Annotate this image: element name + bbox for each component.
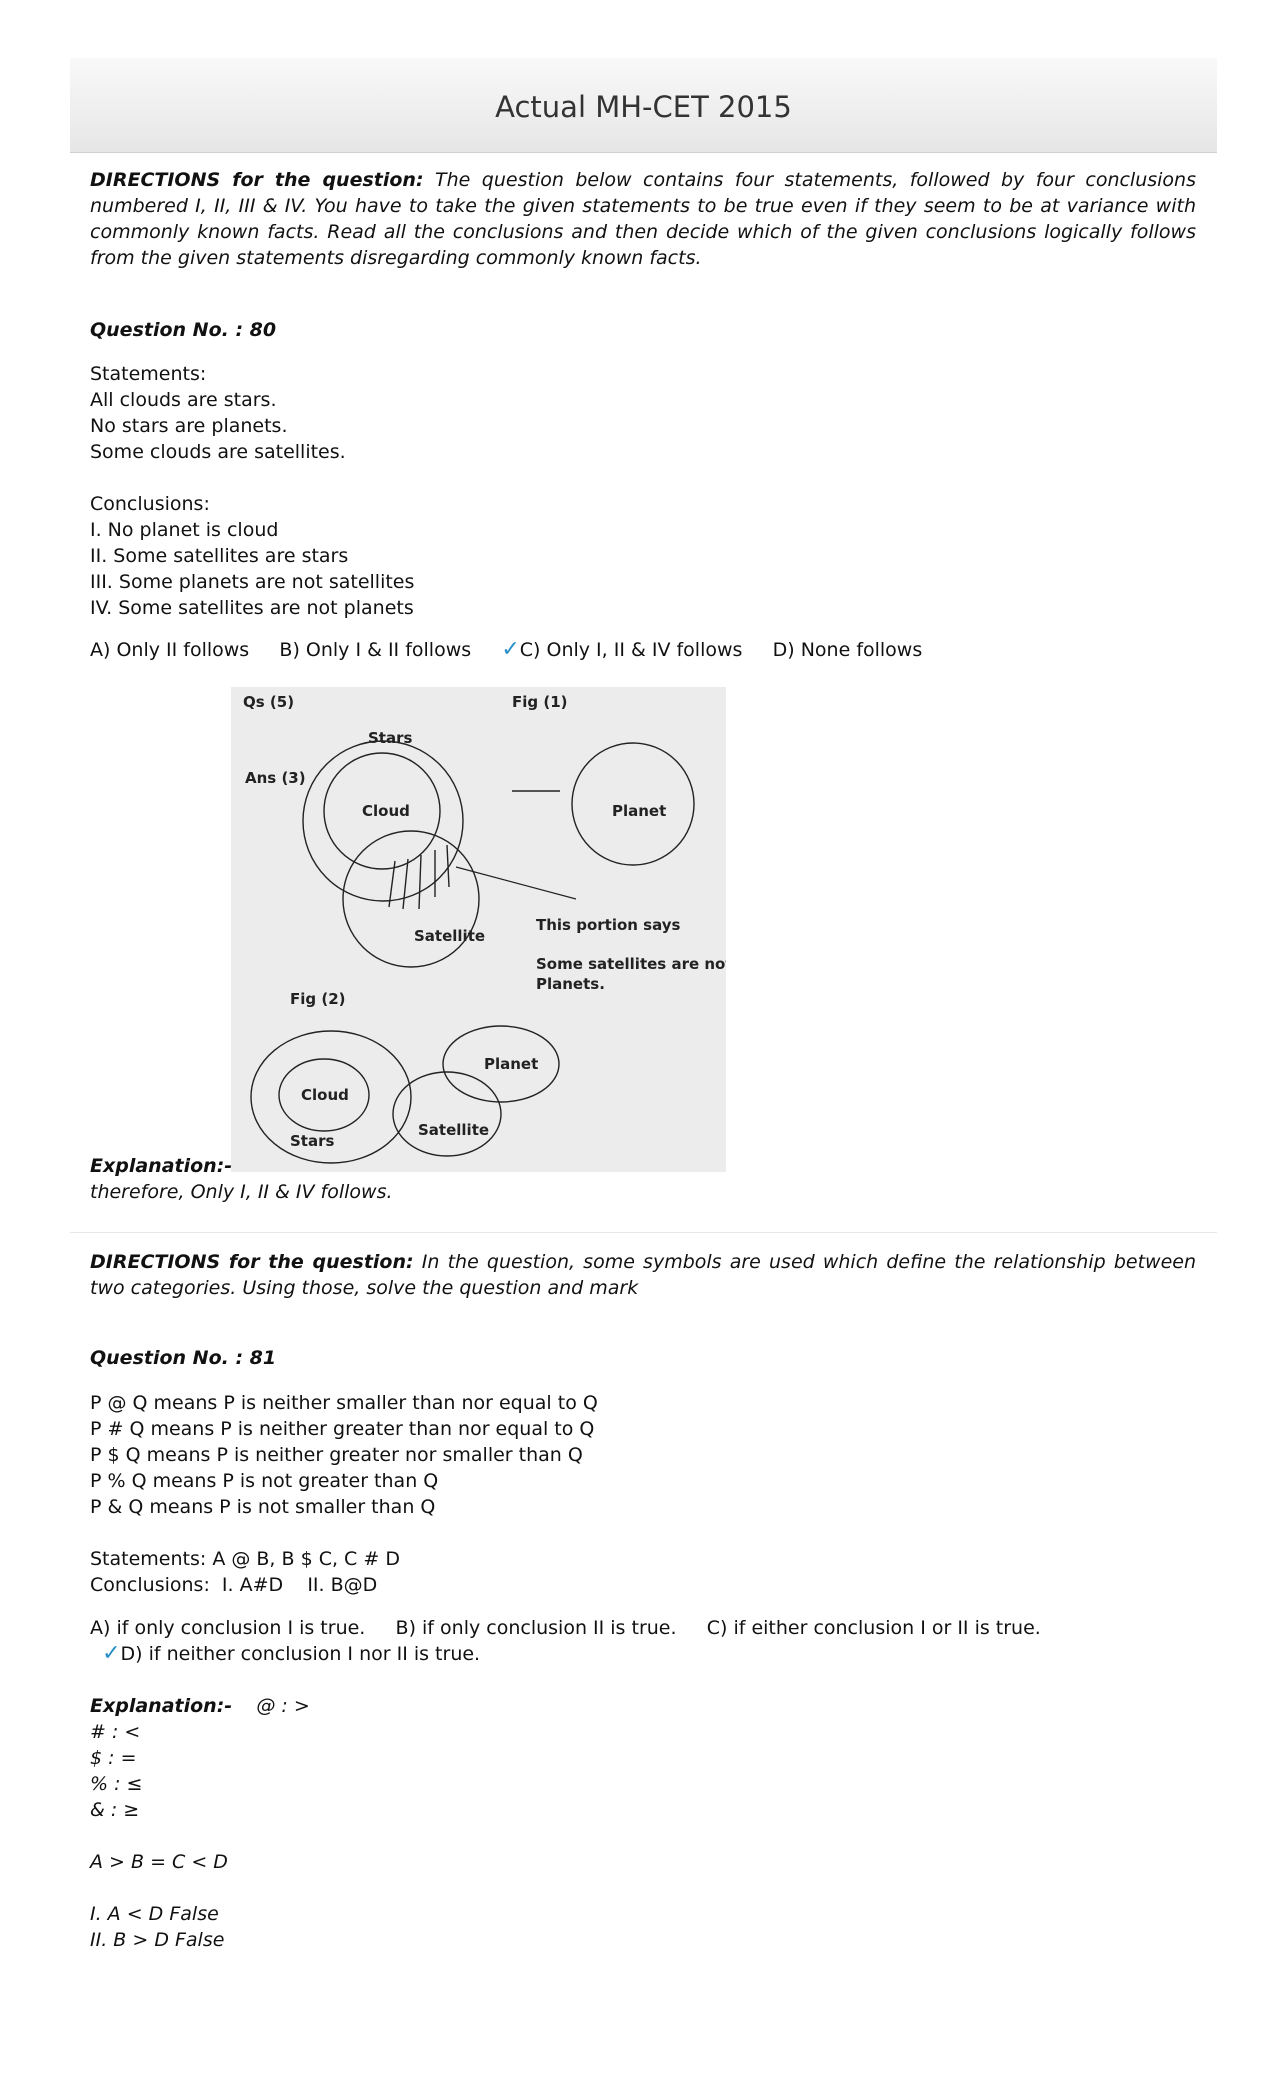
q81-definition: P % Q means P is not greater than Q: [90, 1470, 439, 1492]
q80-statements-heading: Statements:: [90, 363, 207, 385]
q80-option-a[interactable]: A) Only II follows: [90, 639, 250, 661]
f2-stars-label: Stars: [290, 1132, 335, 1150]
q80-conclusions: [90, 491, 1196, 621]
q81-statements: Statements: A @ B, B $ C, C # D: [90, 1548, 400, 1570]
stars-label: Stars: [368, 729, 413, 747]
q80-conclusion: II. Some satellites are stars: [90, 545, 349, 567]
q81-directions-label: DIRECTIONS for the question:: [90, 1251, 414, 1273]
q80-explanation-label: Explanation:-: [90, 1155, 233, 1177]
figure-fig2-label: Fig (2): [290, 990, 346, 1008]
correct-check-icon: ✓: [102, 1641, 121, 1666]
q80-statement: No stars are planets.: [90, 415, 288, 437]
q80-option-b[interactable]: B) Only I & II follows: [279, 639, 472, 661]
satellite-label: Satellite: [414, 927, 486, 945]
q81-definition: P @ Q means P is neither smaller than nor equal to Q: [90, 1392, 598, 1414]
q80-option-c[interactable]: C) Only I, II & IV follows: [519, 639, 743, 661]
q81-results: [90, 1901, 1196, 1953]
q80-explanation: [90, 1153, 1196, 1205]
q80-conclusion: I. No planet is cloud: [90, 519, 279, 541]
q81-definitions: [90, 1390, 1196, 1520]
q80-directions: [90, 167, 1196, 271]
page-header: [70, 58, 1217, 153]
pointer-line: [456, 867, 576, 899]
q81-chain: A > B = C < D: [90, 1851, 228, 1873]
q81-definition: P # Q means P is neither greater than nor equal to Q: [90, 1418, 595, 1440]
q80-conclusion: III. Some planets are not satellites: [90, 571, 415, 593]
f2-satellite-label: Satellite: [418, 1121, 490, 1139]
q80-conclusion: IV. Some satellites are not planets: [90, 597, 414, 619]
note-line-3: Planets.: [536, 975, 605, 993]
q81-result: I. A < D False: [90, 1903, 219, 1925]
q81-definition: P $ Q means P is neither greater nor smaller than Q: [90, 1444, 583, 1466]
q81-option-d[interactable]: D) if neither conclusion I nor II is true.: [120, 1643, 481, 1665]
q80-statements: [90, 361, 1196, 465]
f2-satellite-circle: [393, 1072, 501, 1156]
q80-directions-text: The question below contains four statements, followed by four conclusions numbered I, II, III & IV. You have to take the given statements to be true even if they seem to be at variance with commonly known facts. Read all the conclusions and then decide which of the given conclusions logically follows from the given statements disregarding commonly known facts.: [90, 169, 1196, 269]
q81-symbol-line: % : ≤: [90, 1773, 143, 1795]
q81-explanation-first: @ : >: [256, 1695, 310, 1717]
q81-symbol-line: & : ≥: [90, 1799, 140, 1821]
q81-question-number: Question No. : 81: [90, 1347, 277, 1369]
q80-question-number: Question No. : 80: [90, 319, 277, 341]
q80-statement: All clouds are stars.: [90, 389, 277, 411]
q81-result: II. B > D False: [90, 1929, 225, 1951]
question-divider: [70, 1232, 1217, 1233]
q81-symbol-line: $ : =: [90, 1747, 137, 1769]
figure-qs-label: Qs (5): [243, 693, 295, 711]
q80-statement: Some clouds are satellites.: [90, 441, 346, 463]
q81-directions: [90, 1249, 1196, 1301]
q81-options-abc[interactable]: A) if only conclusion I is true. B) if only conclusion II is true. C) if either conclusion I or II is true.: [90, 1617, 1041, 1639]
q81-definition: P & Q means P is not smaller than Q: [90, 1496, 436, 1518]
q80-options: [90, 637, 1196, 663]
cloud-label: Cloud: [362, 802, 410, 820]
f2-cloud-label: Cloud: [301, 1086, 349, 1104]
figure-fig1-label: Fig (1): [512, 693, 568, 711]
q80-conclusions-heading: Conclusions:: [90, 493, 210, 515]
venn-diagram: [231, 687, 726, 1172]
q81-statements-block: [90, 1546, 1196, 1598]
q81-explanation-label: Explanation:-: [90, 1695, 233, 1717]
q81-directions-text: In the question, some symbols are used which define the relationship between two categories. Using those, solve the question and mark: [90, 1251, 1196, 1299]
planet-label: Planet: [612, 802, 667, 820]
q81-symbol-line: # : <: [90, 1721, 141, 1743]
note-line-1: This portion says: [536, 916, 681, 934]
q81-conclusions: Conclusions: I. A#D II. B@D: [90, 1574, 378, 1596]
correct-check-icon: ✓: [501, 637, 520, 662]
q81-explanation: [90, 1693, 1196, 1823]
q80-directions-label: DIRECTIONS for the question:: [90, 169, 424, 191]
f2-planet-label: Planet: [484, 1055, 539, 1073]
page-title: Actual MH-CET 2015: [495, 90, 792, 124]
venn-diagram-figure: [231, 687, 726, 1172]
figure-ans-label: Ans (3): [245, 769, 306, 787]
note-line-2: Some satellites are not: [536, 955, 726, 973]
q81-options: [90, 1615, 1196, 1667]
q80-option-d[interactable]: D) None follows: [772, 639, 923, 661]
q80-explanation-text: therefore, Only I, II & IV follows.: [90, 1181, 393, 1203]
